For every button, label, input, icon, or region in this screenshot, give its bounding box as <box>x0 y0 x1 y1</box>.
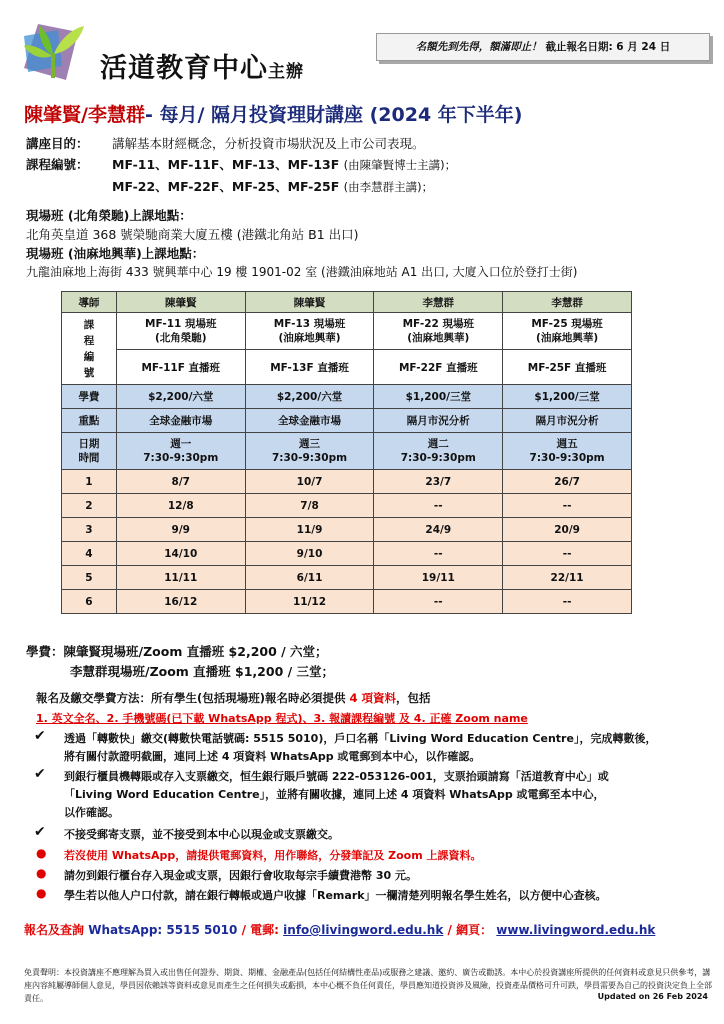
codes-line1: MF-11、MF-11F、MF-13、MF-13F <box>112 157 340 172</box>
session-row <box>62 542 632 566</box>
fee-cell: $1,200/三堂 <box>503 385 632 409</box>
schedule-table <box>61 291 632 614</box>
course-codes-line1 <box>112 155 456 173</box>
required-items: 1. 英文全名、2. 手機號碼(已下載 WhatsApp 程式)、3. 報讀課程編號 及 4. 正確 Zoom name <box>36 712 528 725</box>
session-date: 14/10 <box>116 542 245 566</box>
course-code-label: 課程編號： <box>26 157 89 172</box>
notice-emphasis: 名額先到先得，額滿即止！ <box>415 41 542 53</box>
payment-item-bank: 到銀行櫃員機轉賬或存入支票繳交，恒生銀行賬戶號碼 222-053126-001，支票抬頭請寫「活道教育中心」或 「Living Word Education Centre」，並將有關收據，連同上述 4 項資料 WhatsApp 或電郵至本中心， 以作確認。 <box>64 770 609 819</box>
session-no: 2 <box>62 494 117 518</box>
session-date: -- <box>503 542 632 566</box>
session-date: 11/12 <box>245 590 374 614</box>
brand-name <box>100 46 304 85</box>
focus-cell: 隔月市況分析 <box>503 409 632 433</box>
venue1-address: 北角英皇道 368 號榮馳商業大廈五樓 (港鐵北角站 B1 出口) <box>26 227 359 242</box>
focus-cell: 全球金融市場 <box>116 409 245 433</box>
session-date: 10/7 <box>245 470 374 494</box>
session-row <box>62 590 632 614</box>
brand-suffix: 主辦 <box>268 62 304 82</box>
bullet-counter: 請勿到銀行櫃台存入現金或支票，因銀行會收取每宗手續費港幣 30 元。 <box>64 869 417 882</box>
session-no: 1 <box>62 470 117 494</box>
code-row-stream <box>62 350 632 385</box>
tutor-label: 導師 <box>62 292 117 313</box>
session-date: -- <box>374 542 503 566</box>
contact-label: 報名及查詢 <box>24 923 85 937</box>
session-no: 6 <box>62 590 117 614</box>
live-class-cell: MF-13 現場班 (油麻地興華) <box>245 313 374 350</box>
deadline-notice <box>376 33 710 61</box>
fees-summary <box>26 642 328 660</box>
venue1-label: 現場班 (北角榮馳)上課地點： <box>26 208 192 223</box>
codes-line2: MF-22、MF-22F、MF-25、MF-25F <box>112 179 340 194</box>
fee-cell: $2,200/六堂 <box>116 385 245 409</box>
bullet-icon: ● <box>36 886 47 900</box>
session-row <box>62 518 632 542</box>
focus-cell: 全球金融市場 <box>245 409 374 433</box>
page-title <box>24 100 523 127</box>
session-date: 20/9 <box>503 518 632 542</box>
session-date: 8/7 <box>116 470 245 494</box>
session-no: 4 <box>62 542 117 566</box>
session-date: 24/9 <box>374 518 503 542</box>
notice-deadline: 截止報名日期: 6 月 24 日 <box>545 41 671 53</box>
session-row <box>62 494 632 518</box>
title-rest: - 每月/ 隔月投資理財講座 (2024 年下半年) <box>144 104 523 126</box>
session-date: 22/11 <box>503 566 632 590</box>
tutor-row <box>62 292 632 313</box>
venue2-label: 現場班 (油麻地興華)上課地點： <box>26 246 205 261</box>
session-row <box>62 470 632 494</box>
email-label: 電郵: <box>250 923 279 937</box>
time-cell: 週二 7:30-9:30pm <box>374 433 503 470</box>
live-class-cell: MF-22 現場班 (油麻地興華) <box>374 313 503 350</box>
focus-cell: 隔月市況分析 <box>374 409 503 433</box>
session-date: 16/12 <box>116 590 245 614</box>
fees-label: 學費： <box>26 644 64 659</box>
session-date: -- <box>374 590 503 614</box>
check-icon: ✔ <box>34 766 46 782</box>
session-date: 6/11 <box>245 566 374 590</box>
brand-title: 活道教育中心 <box>100 53 268 84</box>
stream-class-cell: MF-22F 直播班 <box>374 350 503 385</box>
contact-line: 報名及查詢 WhatsApp: 5515 5010 / 電郵: info@livingword.edu.hk / 網頁： www.livingword.edu.hk <box>24 923 656 937</box>
codes-line2-note: (由李慧群主講)； <box>343 180 434 194</box>
fees-line1: 陳肇賢現場班/Zoom 直播班 $2,200 / 六堂； <box>63 644 328 659</box>
fees-line2: 李慧群現場班/Zoom 直播班 $1,200 / 三堂； <box>70 664 335 679</box>
fee-cell: $1,200/三堂 <box>374 385 503 409</box>
purpose-text: 講解基本財經概念，分析投資市場狀況及上市公司表現。 <box>112 136 425 151</box>
contact-whatsapp: WhatsApp: 5515 5010 <box>88 923 238 937</box>
purpose-label: 講座目的： <box>26 136 89 151</box>
time-cell: 週三 7:30-9:30pm <box>245 433 374 470</box>
tutor-cell: 陳肇賢 <box>245 292 374 313</box>
payment-item-fps: 透過「轉數快」繳交(轉數快電話號碼: 5515 5010)，戶口名稱「Living Word Education Centre」，完成轉數後， 將有關付款證明截圖，連同上述 4 項資料 WhatsApp 或電郵到本中心，以作確認。 <box>64 732 657 763</box>
session-date: 23/7 <box>374 470 503 494</box>
stream-class-cell: MF-13F 直播班 <box>245 350 374 385</box>
session-date: 12/8 <box>116 494 245 518</box>
session-date: -- <box>503 494 632 518</box>
course-codes-line2 <box>112 177 433 195</box>
session-date: 26/7 <box>503 470 632 494</box>
code-label: 課 程 編 號 <box>62 313 117 385</box>
payment-intro: 報名及繳交學費方法：所有學生(包括現場班)報名時必須提供 4 項資料，包括 <box>36 691 431 705</box>
session-date: 19/11 <box>374 566 503 590</box>
session-no: 5 <box>62 566 117 590</box>
stream-class-cell: MF-25F 直播班 <box>503 350 632 385</box>
session-date: 9/10 <box>245 542 374 566</box>
session-date: 9/9 <box>116 518 245 542</box>
check-icon: ✔ <box>34 824 46 840</box>
bullet-icon: ● <box>36 846 47 860</box>
session-no: 3 <box>62 518 117 542</box>
venue2-address: 九龍油麻地上海街 433 號興華中心 19 樓 1901-02 室 (港鐵油麻地站 A1 出口, 大廈入口位於登打士街) <box>26 265 578 279</box>
payment-item-nomail: 不接受郵寄支票，並不接受到本中心以現金或支票繳交。 <box>64 828 339 841</box>
bullet-whatsapp: 若沒使用 WhatsApp，請提供電郵資料，用作聯絡，分發筆記及 Zoom 上課資料。 <box>64 849 482 862</box>
website-link[interactable]: www.livingword.edu.hk <box>496 923 656 937</box>
fee-label: 學費 <box>62 385 117 409</box>
updated-date: Updated on 26 Feb 2024 <box>597 992 708 1001</box>
bullet-icon: ● <box>36 866 47 880</box>
check-icon: ✔ <box>34 728 46 744</box>
session-row <box>62 566 632 590</box>
time-cell: 週一 7:30-9:30pm <box>116 433 245 470</box>
fee-row <box>62 385 632 409</box>
title-speakers: 陳肇賢/李慧群 <box>24 104 145 126</box>
live-class-cell: MF-11 現場班 (北角榮馳) <box>116 313 245 350</box>
disclaimer: 免責聲明：本投資講座不應理解為買入或出售任何證券、期貨、期權、金融產品(包括任何結構性產品)或服務之建議、邀約、廣告或勸誘。本中心於投資講座所提供的任何資料或意見只供參考，講座內容純屬導師個人意見，學員因依賴該等資料或意見而產生之任何損失或虧損，本中心概不負任何責任，學員應知道投資涉及風險，投資產品價格可升可跌，學員需要為自己的投資決定負上全部責任。 <box>24 968 712 1003</box>
time-row <box>62 433 632 470</box>
session-date: 7/8 <box>245 494 374 518</box>
tutor-cell: 李慧群 <box>374 292 503 313</box>
web-label: 網頁： <box>456 923 493 937</box>
stream-class-cell: MF-11F 直播班 <box>116 350 245 385</box>
time-label: 日期 時間 <box>62 433 117 470</box>
bullet-remark: 學生若以他人户口付款，請在銀行轉帳或過户收據「Remark」一欄清楚列明報名學生姓名，以方便中心查核。 <box>64 889 607 902</box>
fee-cell: $2,200/六堂 <box>245 385 374 409</box>
tutor-cell: 陳肇賢 <box>116 292 245 313</box>
email-link[interactable]: info@livingword.edu.hk <box>283 923 444 937</box>
session-date: 11/11 <box>116 566 245 590</box>
focus-label: 重點 <box>62 409 117 433</box>
codes-line1-note: (由陳肇賢博士主講)； <box>343 158 457 172</box>
live-class-cell: MF-25 現場班 (油麻地興華) <box>503 313 632 350</box>
session-date: 11/9 <box>245 518 374 542</box>
logo-icon <box>18 16 88 82</box>
session-date: -- <box>503 590 632 614</box>
time-cell: 週五 7:30-9:30pm <box>503 433 632 470</box>
focus-row <box>62 409 632 433</box>
session-date: -- <box>374 494 503 518</box>
code-row-live <box>62 313 632 350</box>
tutor-cell: 李慧群 <box>503 292 632 313</box>
